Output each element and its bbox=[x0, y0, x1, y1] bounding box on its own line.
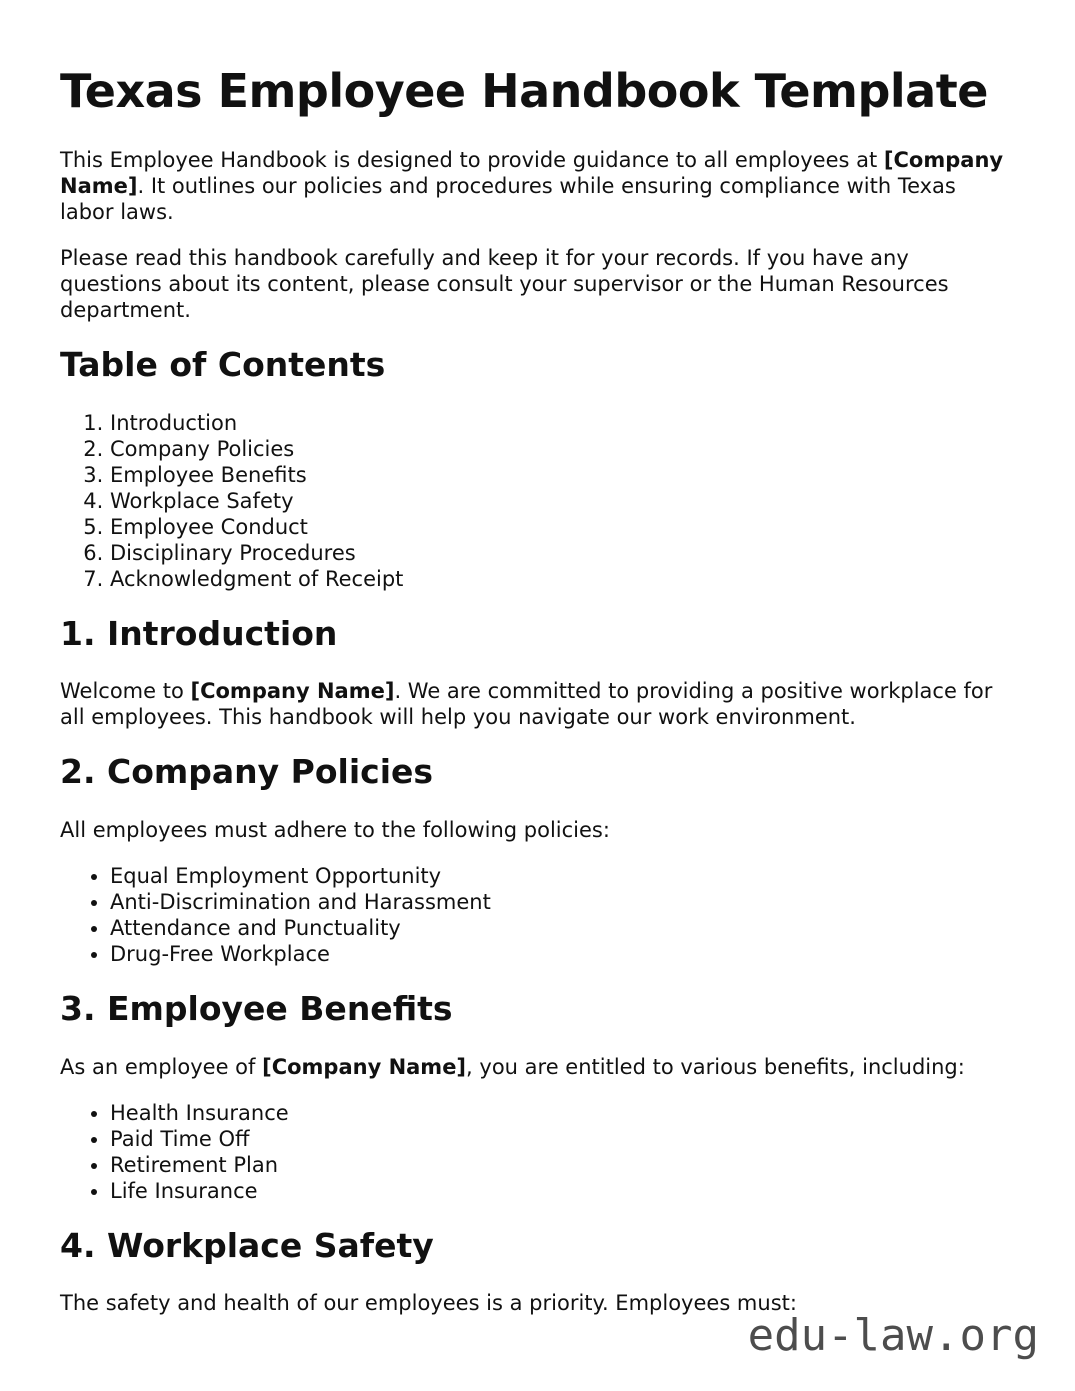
company-policies-heading: 2. Company Policies bbox=[60, 752, 434, 792]
list-item: 1. Introduction bbox=[110, 410, 1015, 436]
employee-benefits-text-post: , you are entitled to various benefits, including: bbox=[466, 1054, 965, 1079]
company-name-placeholder: [Company Name] bbox=[262, 1054, 467, 1079]
employee-benefits-text-pre: As an employee of bbox=[60, 1054, 263, 1079]
intro-p1-text-pre: This Employee Handbook is designed to provide guidance to all employees at bbox=[60, 148, 884, 173]
introduction-paragraph bbox=[60, 678, 1015, 730]
section-company-policies bbox=[60, 752, 1015, 967]
list-item: • Anti-Discrimination and Harassment bbox=[110, 889, 1015, 915]
company-policies-paragraph: All employees must adhere to the following policies: bbox=[60, 817, 610, 842]
toc-heading: Table of Contents bbox=[60, 345, 386, 385]
introduction-heading: 1. Introduction bbox=[60, 613, 338, 653]
intro-paragraph-1 bbox=[60, 147, 1015, 225]
employee-benefits-heading: 3. Employee Benefits bbox=[60, 988, 453, 1028]
page-title: Texas Employee Handbook Template bbox=[60, 64, 988, 118]
list-item: 4. Workplace Safety bbox=[110, 488, 1015, 514]
list-item: • Health Insurance bbox=[110, 1100, 1015, 1126]
list-item: 7. Acknowledgment of Receipt bbox=[110, 566, 1015, 592]
list-item: • Retirement Plan bbox=[110, 1152, 1015, 1178]
toc-list bbox=[60, 410, 1015, 592]
list-item: • Drug-Free Workplace bbox=[110, 941, 1015, 967]
section-workplace-safety bbox=[60, 1226, 1015, 1317]
list-item: • Attendance and Punctuality bbox=[110, 915, 1015, 941]
list-item: 3. Employee Benefits bbox=[110, 462, 1015, 488]
benefits-list bbox=[60, 1100, 1015, 1204]
list-item: 2. Company Policies bbox=[110, 436, 1015, 462]
policies-list bbox=[60, 863, 1015, 967]
section-employee-benefits bbox=[60, 989, 1015, 1204]
workplace-safety-heading: 4. Workplace Safety bbox=[60, 1225, 434, 1265]
intro-p1-text-post: . It outlines our policies and procedures while ensuring compliance with Texas labor laws. bbox=[60, 174, 956, 225]
employee-benefits-paragraph bbox=[60, 1054, 1015, 1080]
section-introduction bbox=[60, 614, 1015, 731]
list-item: • Life Insurance bbox=[110, 1178, 1015, 1204]
edu-law-watermark: edu-law.org bbox=[747, 1310, 1039, 1361]
company-name-placeholder: [Company Name] bbox=[60, 148, 1004, 199]
intro-paragraph-2: Please read this handbook carefully and keep it for your records. If you have any questions about its content, please consult your supervisor or the Human Resources department. bbox=[60, 246, 949, 323]
list-item: 6. Disciplinary Procedures bbox=[110, 540, 1015, 566]
list-item: 5. Employee Conduct bbox=[110, 514, 1015, 540]
introduction-text-pre: Welcome to bbox=[60, 679, 191, 704]
toc-section bbox=[60, 345, 1015, 592]
company-name-placeholder: [Company Name] bbox=[190, 679, 395, 704]
introduction-text-post: . We are committed to providing a positive workplace for all employees. This handbook will help you navigate our work environment. bbox=[60, 679, 993, 730]
workplace-safety-paragraph: The safety and health of our employees is a priority. Employees must: bbox=[60, 1291, 797, 1316]
list-item: • Equal Employment Opportunity bbox=[110, 863, 1015, 889]
list-item: • Paid Time Off bbox=[110, 1126, 1015, 1152]
